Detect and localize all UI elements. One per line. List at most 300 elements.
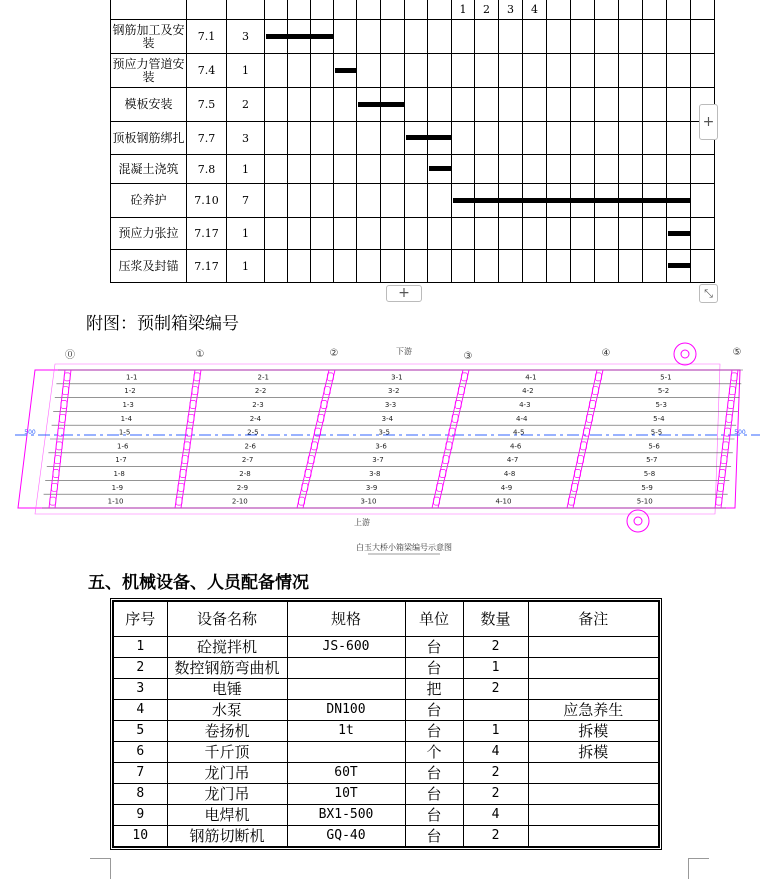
schedule-day-cell [595, 88, 619, 122]
equipment-cell: DN100 [287, 700, 405, 721]
equipment-cell: 台 [405, 826, 463, 848]
schedule-day-cell [428, 184, 452, 218]
schedule-day-cell [523, 88, 547, 122]
equipment-cell: 龙门吊 [167, 784, 287, 805]
schedule-day-cell [311, 250, 334, 283]
schedule-day-cell [571, 155, 595, 184]
equipment-header-cell: 备注 [528, 601, 659, 637]
schedule-day-cell [452, 20, 475, 54]
schedule-day-cell [428, 250, 452, 283]
equipment-cell: 拆模 [528, 742, 659, 763]
schedule-day-cell [381, 20, 405, 54]
schedule-day-cell [357, 155, 381, 184]
schedule-day-cell [523, 20, 547, 54]
schedule-day-cell [499, 250, 523, 283]
schedule-day-cell [405, 54, 428, 88]
schedule-day-cell [405, 250, 428, 283]
schedule-day-cell [475, 250, 499, 283]
schedule-day-cell [691, 184, 715, 218]
beam-label: 2-9 [236, 483, 249, 492]
downstream-label: 下游 [396, 347, 412, 356]
beam-label: 5-6 [648, 442, 660, 451]
beam-label: 3-8 [369, 470, 381, 478]
beam-label: 3-10 [360, 497, 377, 506]
equipment-cell: 钢筋切断机 [167, 826, 287, 848]
equipment-cell: 拆模 [528, 721, 659, 742]
schedule-days-cell: 3 [227, 122, 265, 155]
equipment-cell [528, 763, 659, 784]
schedule-day-cell [381, 54, 405, 88]
beam-label: 5-2 [657, 387, 670, 396]
equipment-header-cell: 规格 [287, 601, 405, 637]
schedule-day-cell [619, 122, 643, 155]
equipment-cell: 1 [113, 637, 167, 658]
schedule-day-cell [571, 218, 595, 250]
beam-label: 5-1 [660, 373, 672, 382]
gantt-bar [668, 231, 690, 236]
schedule-day-cell [405, 0, 428, 20]
schedule-day-cell [547, 250, 571, 283]
beam-label: 3-3 [384, 401, 397, 409]
equipment-row [113, 700, 659, 721]
schedule-day-cell [381, 155, 405, 184]
schedule-row [111, 218, 715, 250]
schedule-date-cell: 7.4 [187, 54, 227, 88]
schedule-day-cell [523, 155, 547, 184]
beam-label: 5-8 [643, 470, 656, 478]
schedule-day-cell [334, 250, 357, 283]
schedule-day-cell [499, 54, 523, 88]
schedule-day-cell [452, 218, 475, 250]
beam-label: 3-5 [378, 428, 390, 437]
equipment-cell [528, 658, 659, 679]
equipment-cell: 7 [113, 763, 167, 784]
schedule-day-cell [523, 250, 547, 283]
schedule-day-cell [265, 88, 288, 122]
schedule-task-cell: 预应力管道安装 [111, 54, 187, 88]
gantt-bar [266, 34, 333, 39]
schedule-day-cell: 3 [499, 0, 523, 20]
schedule-task-cell: 模板安装 [111, 88, 187, 122]
schedule-day-cell [311, 88, 334, 122]
pier-marker [674, 343, 696, 365]
bearing-block [729, 387, 735, 395]
schedule-days-cell: 7 [227, 184, 265, 218]
pier-marker-inner [634, 517, 642, 525]
equipment-cell [287, 742, 405, 763]
equipment-cell [287, 658, 405, 679]
bearing-block [176, 497, 182, 505]
schedule-day-cell [265, 0, 288, 20]
beam-label: 4-9 [500, 483, 513, 492]
equipment-cell: 4 [463, 805, 528, 826]
schedule-day-cell [405, 218, 428, 250]
schedule-day-cell [547, 0, 571, 20]
schedule-header-row [111, 0, 715, 20]
schedule-day-cell [667, 122, 691, 155]
schedule-day-cell [643, 155, 667, 184]
equipment-cell: 龙门吊 [167, 763, 287, 784]
schedule-day-cell [547, 155, 571, 184]
beam-label: 3-6 [375, 442, 387, 451]
equipment-cell: 千斤顶 [167, 742, 287, 763]
equipment-cell: 台 [405, 721, 463, 742]
equipment-cell: 6 [113, 742, 167, 763]
schedule-day-cell [547, 54, 571, 88]
schedule-day-cell [643, 218, 667, 250]
schedule-row [111, 250, 715, 283]
schedule-day-cell [619, 218, 643, 250]
schedule-day-cell [288, 155, 311, 184]
schedule-task-cell: 混凝土浇筑 [111, 155, 187, 184]
pier-marker-inner [681, 350, 689, 358]
equipment-row [113, 658, 659, 679]
schedule-date-cell: 7.17 [187, 218, 227, 250]
crop-mark [90, 858, 111, 879]
schedule-day-cell [499, 20, 523, 54]
schedule-day-cell [357, 122, 381, 155]
schedule-date-cell: 7.1 [187, 20, 227, 54]
schedule-day-cell [523, 54, 547, 88]
equipment-cell: 把 [405, 679, 463, 700]
equipment-cell: 10T [287, 784, 405, 805]
beam-label: 2-1 [257, 373, 269, 382]
beam-label: 1-10 [107, 497, 124, 506]
schedule-row [111, 155, 715, 184]
schedule-day-cell [452, 122, 475, 155]
bearing-block [188, 414, 194, 422]
schedule-day-cell: 1 [452, 0, 475, 20]
schedule-days-cell: 3 [227, 20, 265, 54]
equipment-cell: 2 [463, 679, 528, 700]
schedule-day-cell [499, 88, 523, 122]
bearing-block [184, 442, 190, 450]
schedule-day-cell [571, 20, 595, 54]
schedule-day-cell [428, 88, 452, 122]
schedule-day-cell [571, 88, 595, 122]
beam-label: 4-10 [495, 497, 512, 506]
schedule-day-cell [595, 250, 619, 283]
equipment-cell [528, 637, 659, 658]
schedule-day-cell [595, 122, 619, 155]
schedule-day-cell [452, 250, 475, 283]
figure-caption: 附图：预制箱梁编号 [86, 314, 239, 334]
schedule-day-cell [428, 20, 452, 54]
schedule-day-cell [547, 122, 571, 155]
equipment-row [113, 826, 659, 848]
schedule-day-cell [334, 218, 357, 250]
beam-label: 5-3 [655, 401, 667, 409]
schedule-day-cell [265, 54, 288, 88]
beam-label: 4-7 [506, 456, 519, 465]
schedule-day-cell [405, 20, 428, 54]
schedule-day-cell [334, 122, 357, 155]
schedule-day-cell [334, 155, 357, 184]
equipment-cell: 2 [463, 637, 528, 658]
schedule-day-cell [265, 122, 288, 155]
bearing-block [719, 470, 725, 478]
bearing-block [61, 401, 67, 409]
schedule-day-cell [571, 250, 595, 283]
upstream-label: 上游 [354, 518, 370, 527]
schedule-day-cell [619, 155, 643, 184]
schedule-day-cell [619, 250, 643, 283]
schedule-day-cell [595, 155, 619, 184]
beam-label: 2-6 [244, 442, 256, 451]
schedule-day-cell [357, 0, 381, 20]
bearing-block [59, 414, 65, 422]
beam-label: 4-6 [509, 442, 522, 451]
schedule-day-cell [523, 218, 547, 250]
schedule-days-cell: 1 [227, 250, 265, 283]
beam-label: 3-7 [372, 456, 384, 465]
schedule-day-cell [595, 0, 619, 20]
schedule-row [111, 54, 715, 88]
schedule-days-cell: 1 [227, 218, 265, 250]
axis-label: ③ [463, 351, 473, 362]
schedule-day-cell [405, 88, 428, 122]
equipment-cell: 2 [463, 826, 528, 848]
bearing-block [731, 373, 737, 381]
beam-label: 4-5 [513, 428, 525, 437]
schedule-day-cell [311, 184, 334, 218]
schedule-day-cell [452, 54, 475, 88]
schedule-day-cell [381, 250, 405, 283]
schedule-day-cell [523, 122, 547, 155]
beam-label: 5-7 [646, 456, 658, 465]
equipment-cell [287, 679, 405, 700]
equipment-cell: 台 [405, 763, 463, 784]
schedule-day-cell [381, 184, 405, 218]
beam-label: 3-4 [381, 414, 394, 423]
equipment-cell: 应急养生 [528, 700, 659, 721]
schedule-day-cell [595, 218, 619, 250]
equipment-header-cell: 序号 [113, 601, 167, 637]
schedule-row [111, 20, 715, 54]
beam-label: 4-8 [503, 470, 516, 478]
equipment-cell: 砼搅拌机 [167, 637, 287, 658]
table-resize-handle[interactable]: ⤡ [699, 284, 718, 303]
pier-marker [627, 510, 649, 532]
beam-label: 3-2 [387, 387, 400, 396]
equipment-row [113, 637, 659, 658]
schedule-day-cell [334, 184, 357, 218]
equipment-cell [528, 784, 659, 805]
equipment-cell: 台 [405, 700, 463, 721]
schedule-days-cell: 2 [227, 88, 265, 122]
bearing-block [726, 414, 732, 422]
gantt-bar [406, 135, 451, 140]
schedule-day-cell [288, 54, 311, 88]
schedule-day-cell [288, 122, 311, 155]
equipment-cell [528, 679, 659, 700]
schedule-day-cell [547, 218, 571, 250]
schedule-day-cell [475, 20, 499, 54]
side-mark-right: 500 [734, 429, 746, 436]
equipment-row [113, 805, 659, 826]
schedule-day-cell [311, 54, 334, 88]
beam-label: 4-4 [516, 414, 528, 423]
equipment-cell: 数控钢筋弯曲机 [167, 658, 287, 679]
equipment-cell: 4 [113, 700, 167, 721]
side-mark-left: 500 [24, 429, 36, 436]
bearing-block [53, 470, 59, 478]
beam-label: 5-10 [636, 497, 653, 506]
schedule-day-cell [499, 122, 523, 155]
equipment-cell: BX1-500 [287, 805, 405, 826]
schedule-task-cell: 顶板钢筋绑扎 [111, 122, 187, 155]
bearing-block [190, 401, 196, 409]
schedule-days-cell: 1 [227, 54, 265, 88]
equipment-cell: 台 [405, 637, 463, 658]
bearing-block [178, 483, 184, 491]
schedule-day-cell [475, 88, 499, 122]
schedule-day-cell [381, 218, 405, 250]
figure-title-small: 白玉大桥小箱梁编号示意图 [356, 543, 452, 552]
schedule-day-cell [643, 54, 667, 88]
schedule-day-cell [595, 20, 619, 54]
bearing-block [63, 387, 69, 395]
axis-label: ④ [601, 348, 611, 359]
schedule-day-cell [381, 122, 405, 155]
schedule-day-cell [357, 54, 381, 88]
schedule-day-cell [475, 155, 499, 184]
schedule-day-cell [334, 20, 357, 54]
schedule-table [110, 0, 715, 283]
equipment-cell: 电焊机 [167, 805, 287, 826]
equipment-cell: 2 [113, 658, 167, 679]
section-title: 五、机械设备、人员配备情况 [88, 573, 309, 593]
schedule-day-cell [547, 88, 571, 122]
equipment-cell: 8 [113, 784, 167, 805]
schedule-day-cell [643, 250, 667, 283]
schedule-day-cell [452, 88, 475, 122]
schedule-day-cell [643, 122, 667, 155]
schedule-day-cell [311, 0, 334, 20]
crop-mark [688, 858, 709, 879]
schedule-day-cell [643, 20, 667, 54]
schedule-day-cell [499, 218, 523, 250]
schedule-date-cell: 7.5 [187, 88, 227, 122]
schedule-date-cell: 7.10 [187, 184, 227, 218]
schedule-date-cell: 7.17 [187, 250, 227, 283]
schedule-day-cell [691, 218, 715, 250]
equipment-cell: JS-600 [287, 637, 405, 658]
schedule-header-cell [187, 0, 227, 20]
add-row-button[interactable]: + [386, 285, 422, 302]
equipment-row [113, 721, 659, 742]
schedule-task-cell: 钢筋加工及安装 [111, 20, 187, 54]
schedule-day-cell [381, 0, 405, 20]
schedule-day-cell: 4 [523, 0, 547, 20]
schedule-day-cell [667, 88, 691, 122]
equipment-header-cell: 设备名称 [167, 601, 287, 637]
add-column-button[interactable]: + [699, 104, 718, 140]
schedule-day-cell [311, 218, 334, 250]
beam-label: 5-4 [653, 414, 665, 423]
beam-label: 2-2 [254, 387, 267, 396]
schedule-day-cell [619, 54, 643, 88]
schedule-day-cell [428, 54, 452, 88]
schedule-date-cell: 7.8 [187, 155, 227, 184]
schedule-day-cell [643, 88, 667, 122]
schedule-day-cell [288, 88, 311, 122]
schedule-day-cell [288, 218, 311, 250]
bearing-block [718, 483, 724, 491]
beam-label: 2-4 [249, 414, 262, 423]
schedule-day-cell [571, 0, 595, 20]
schedule-header-cell [227, 0, 265, 20]
equipment-cell: 1 [463, 658, 528, 679]
schedule-days-cell: 1 [227, 155, 265, 184]
schedule-day-cell [311, 155, 334, 184]
schedule-day-cell [265, 155, 288, 184]
equipment-header-cell: 数量 [463, 601, 528, 637]
schedule-day-cell [288, 250, 311, 283]
beam-label: 1-2 [124, 387, 136, 396]
schedule-day-cell [334, 88, 357, 122]
schedule-day-cell [667, 155, 691, 184]
bearing-block [180, 470, 186, 478]
equipment-cell: GQ-40 [287, 826, 405, 848]
bearing-block [728, 401, 734, 409]
beam-label: 3-1 [391, 373, 403, 382]
bearing-block [55, 456, 61, 464]
schedule-day-cell [547, 20, 571, 54]
equipment-cell: 水泵 [167, 700, 287, 721]
bearing-block [716, 497, 722, 505]
gantt-bar [358, 102, 404, 107]
beam-label: 2-3 [252, 401, 264, 409]
equipment-cell: 台 [405, 658, 463, 679]
schedule-day-cell [428, 0, 452, 20]
schedule-task-cell: 压浆及封锚 [111, 250, 187, 283]
bearing-block [194, 373, 200, 381]
schedule-day-cell [499, 155, 523, 184]
beam-label: 1-8 [113, 470, 125, 478]
equipment-row [113, 763, 659, 784]
schedule-day-cell [405, 184, 428, 218]
beam-label: 1-3 [122, 401, 134, 409]
equipment-cell: 1 [463, 721, 528, 742]
schedule-day-cell [475, 54, 499, 88]
equipment-cell: 个 [405, 742, 463, 763]
beam-label: 1-6 [117, 442, 129, 451]
schedule-day-cell [265, 218, 288, 250]
equipment-cell: 1t [287, 721, 405, 742]
bearing-block [56, 442, 62, 450]
equipment-cell: 电锤 [167, 679, 287, 700]
beam-label: 5-5 [650, 428, 663, 437]
bearing-block [192, 387, 198, 395]
schedule-day-cell [475, 218, 499, 250]
schedule-task-cell: 砼养护 [111, 184, 187, 218]
beam-label: 2-8 [239, 470, 251, 478]
schedule-day-cell [667, 20, 691, 54]
schedule-day-cell: 2 [475, 0, 499, 20]
gantt-bar [335, 68, 356, 73]
beam-label: 1-4 [120, 414, 133, 423]
equipment-cell [528, 826, 659, 848]
schedule-date-cell: 7.7 [187, 122, 227, 155]
schedule-day-cell [265, 184, 288, 218]
schedule-day-cell [311, 122, 334, 155]
axis-label: ⑤ [732, 347, 742, 358]
schedule-day-cell [288, 184, 311, 218]
beam-label: 5-9 [641, 483, 653, 492]
schedule-day-cell [667, 0, 691, 20]
equipment-cell: 4 [463, 742, 528, 763]
